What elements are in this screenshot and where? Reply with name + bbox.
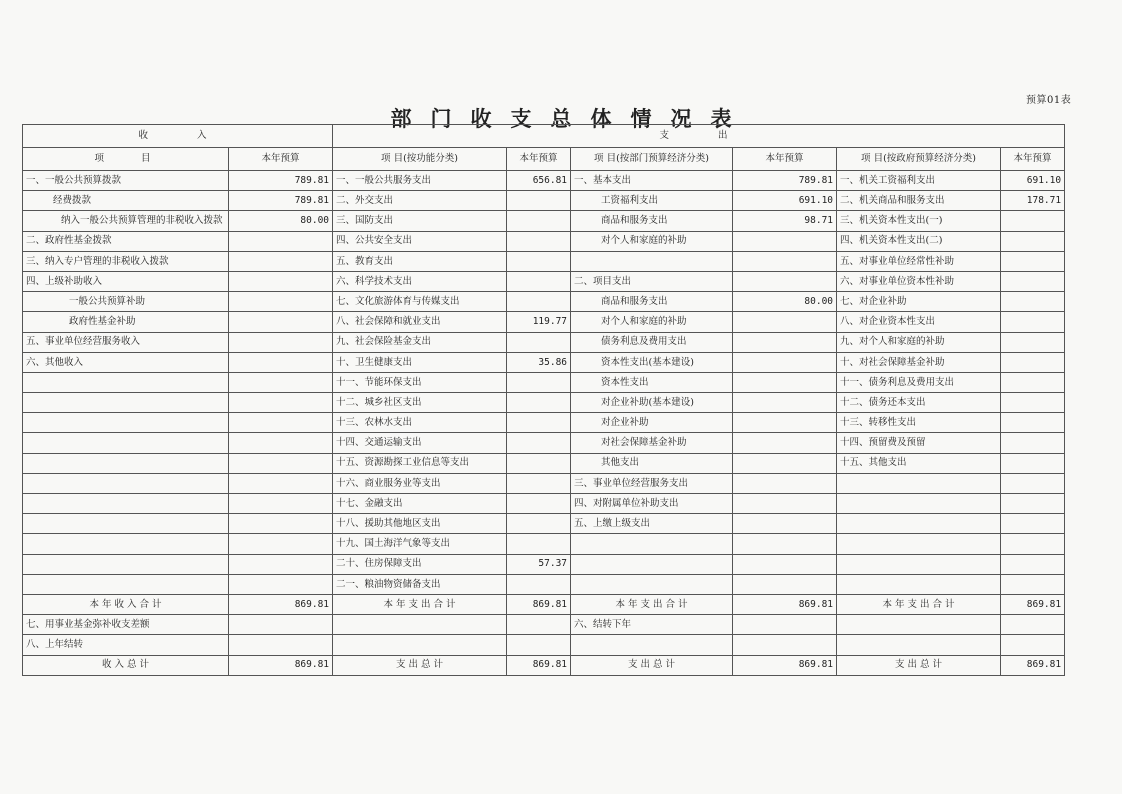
dept-item: 三、事业单位经营服务支出 <box>571 473 733 493</box>
func-item: 四、公共安全支出 <box>333 231 507 251</box>
income-budget <box>229 514 333 534</box>
income-item <box>23 574 229 594</box>
dept-item: 商品和服务支出 <box>571 292 733 312</box>
func-budget <box>507 473 571 493</box>
dept-item <box>571 534 733 554</box>
dept-budget <box>733 534 837 554</box>
dept-item: 对企业补助(基本建设) <box>571 393 733 413</box>
func-item: 二一、粮油物资储备支出 <box>333 574 507 594</box>
gov-budget <box>1001 251 1065 271</box>
func-item-header: 项 目(按功能分类) <box>333 148 507 171</box>
income-item <box>23 433 229 453</box>
func-budget <box>507 231 571 251</box>
gov-item: 十、对社会保障基金补助 <box>837 352 1001 372</box>
table-row <box>23 352 1065 372</box>
table-body <box>23 171 1065 595</box>
gov-budget <box>1001 292 1065 312</box>
func-budget <box>507 372 571 392</box>
gov-budget <box>1001 453 1065 473</box>
gov-budget <box>1001 574 1065 594</box>
income-budget-header: 本年预算 <box>229 148 333 171</box>
gov-item: 一、机关工资福利支出 <box>837 171 1001 191</box>
gov-item: 四、机关资本性支出(二) <box>837 231 1001 251</box>
table-row <box>23 615 1065 635</box>
table-row <box>23 453 1065 473</box>
income-budget <box>229 251 333 271</box>
income-budget <box>229 453 333 473</box>
gov-budget <box>1001 372 1065 392</box>
gov-item <box>837 554 1001 574</box>
func-budget <box>507 292 571 312</box>
gov-item <box>837 494 1001 514</box>
dept-item <box>571 554 733 574</box>
func-item: 十八、援助其他地区支出 <box>333 514 507 534</box>
income-item: 六、其他收入 <box>23 352 229 372</box>
gov-item: 二、机关商品和服务支出 <box>837 191 1001 211</box>
dept-item: 其他支出 <box>571 453 733 473</box>
table-row <box>23 413 1065 433</box>
dept-item: 对社会保障基金补助 <box>571 433 733 453</box>
income-item: 纳入一般公共预算管理的非税收入拨款 <box>23 211 229 231</box>
gov-item: 六、对事业单位资本性补助 <box>837 271 1001 291</box>
table-row <box>23 312 1065 332</box>
dept-item: 资本性支出(基本建设) <box>571 352 733 372</box>
income-budget <box>229 312 333 332</box>
table-row <box>23 433 1065 453</box>
income-budget <box>229 372 333 392</box>
func-item: 十、卫生健康支出 <box>333 352 507 372</box>
income-item: 七、用事业基金弥补收支差额 <box>23 615 229 635</box>
table-row <box>23 372 1065 392</box>
func-budget <box>507 211 571 231</box>
income-item <box>23 473 229 493</box>
table-row <box>23 191 1065 211</box>
func-budget <box>507 494 571 514</box>
dept-budget: 789.81 <box>733 171 837 191</box>
year-total-dept-value: 869.81 <box>733 594 837 614</box>
dept-item: 对个人和家庭的补助 <box>571 312 733 332</box>
income-item: 四、上级补助收入 <box>23 271 229 291</box>
year-total-row <box>23 594 1065 614</box>
func-budget <box>507 271 571 291</box>
func-budget <box>507 534 571 554</box>
table-row <box>23 271 1065 291</box>
func-budget <box>507 191 571 211</box>
dept-item: 二、项目支出 <box>571 271 733 291</box>
gov-budget <box>1001 514 1065 534</box>
income-budget <box>229 292 333 312</box>
dept-budget <box>733 372 837 392</box>
func-budget <box>507 514 571 534</box>
gov-item <box>837 534 1001 554</box>
func-item: 十五、资源勘探工业信息等支出 <box>333 453 507 473</box>
gov-budget <box>1001 271 1065 291</box>
gov-item-header: 项 目(按政府预算经济分类) <box>837 148 1001 171</box>
func-budget <box>507 433 571 453</box>
year-total-income-value: 869.81 <box>229 594 333 614</box>
gov-item: 三、机关资本性支出(一) <box>837 211 1001 231</box>
income-item <box>23 393 229 413</box>
income-item: 三、纳入专户管理的非税收入拨款 <box>23 251 229 271</box>
gov-budget: 178.71 <box>1001 191 1065 211</box>
grand-total-gov-value: 869.81 <box>1001 655 1065 675</box>
income-item <box>23 514 229 534</box>
grand-total-dept-value: 869.81 <box>733 655 837 675</box>
income-item: 政府性基金补助 <box>23 312 229 332</box>
dept-item: 对个人和家庭的补助 <box>571 231 733 251</box>
func-item: 十四、交通运输支出 <box>333 433 507 453</box>
income-budget: 789.81 <box>229 171 333 191</box>
column-header-row <box>23 148 1065 171</box>
gov-item: 十五、其他支出 <box>837 453 1001 473</box>
func-budget: 656.81 <box>507 171 571 191</box>
table-row <box>23 211 1065 231</box>
income-budget <box>229 413 333 433</box>
func-budget <box>507 574 571 594</box>
income-item <box>23 534 229 554</box>
dept-budget <box>733 554 837 574</box>
func-item: 十一、节能环保支出 <box>333 372 507 392</box>
table-row <box>23 231 1065 251</box>
table-row <box>23 514 1065 534</box>
dept-item <box>571 574 733 594</box>
table-row <box>23 635 1065 655</box>
func-item: 五、教育支出 <box>333 251 507 271</box>
table-row <box>23 473 1065 493</box>
func-item: 二、外交支出 <box>333 191 507 211</box>
table-row <box>23 251 1065 271</box>
gov-budget <box>1001 393 1065 413</box>
income-budget <box>229 473 333 493</box>
dept-budget-header: 本年预算 <box>733 148 837 171</box>
income-item <box>23 554 229 574</box>
func-item: 十七、金融支出 <box>333 494 507 514</box>
income-budget <box>229 332 333 352</box>
func-budget-header: 本年预算 <box>507 148 571 171</box>
income-budget <box>229 574 333 594</box>
year-total-income-label: 本 年 收 入 合 计 <box>23 594 229 614</box>
gov-budget <box>1001 554 1065 574</box>
income-budget <box>229 494 333 514</box>
func-item: 三、国防支出 <box>333 211 507 231</box>
func-budget: 57.37 <box>507 554 571 574</box>
year-total-func-value: 869.81 <box>507 594 571 614</box>
income-budget <box>229 393 333 413</box>
func-item: 一、一般公共服务支出 <box>333 171 507 191</box>
gov-budget <box>1001 352 1065 372</box>
gov-budget <box>1001 332 1065 352</box>
dept-budget <box>733 312 837 332</box>
income-item <box>23 372 229 392</box>
grand-total-row <box>23 655 1065 675</box>
income-item: 一般公共预算补助 <box>23 292 229 312</box>
income-item <box>23 494 229 514</box>
dept-item <box>571 635 733 655</box>
gov-budget <box>1001 534 1065 554</box>
grand-total-gov-label: 支 出 总 计 <box>837 655 1001 675</box>
section-header-row <box>23 125 1065 148</box>
income-budget <box>229 352 333 372</box>
table-row <box>23 292 1065 312</box>
table-row <box>23 332 1065 352</box>
dept-budget: 98.71 <box>733 211 837 231</box>
income-item <box>23 413 229 433</box>
grand-total-dept-label: 支 出 总 计 <box>571 655 733 675</box>
income-budget <box>229 534 333 554</box>
grand-total-income-label: 收 入 总 计 <box>23 655 229 675</box>
func-budget: 35.86 <box>507 352 571 372</box>
income-item <box>23 453 229 473</box>
table-row <box>23 554 1065 574</box>
dept-item: 五、上缴上级支出 <box>571 514 733 534</box>
dept-budget <box>733 231 837 251</box>
dept-item: 六、结转下年 <box>571 615 733 635</box>
year-total-gov-value: 869.81 <box>1001 594 1065 614</box>
dept-item <box>571 251 733 271</box>
income-item: 八、上年结转 <box>23 635 229 655</box>
dept-item: 债务利息及费用支出 <box>571 332 733 352</box>
gov-item: 十四、预留费及预留 <box>837 433 1001 453</box>
gov-item: 八、对企业资本性支出 <box>837 312 1001 332</box>
income-item: 二、政府性基金拨款 <box>23 231 229 251</box>
func-item: 十二、城乡社区支出 <box>333 393 507 413</box>
grand-total-income-value: 869.81 <box>229 655 333 675</box>
dept-budget <box>733 514 837 534</box>
gov-budget <box>1001 211 1065 231</box>
dept-budget <box>733 271 837 291</box>
dept-item: 工资福利支出 <box>571 191 733 211</box>
table-row <box>23 393 1065 413</box>
dept-budget <box>733 433 837 453</box>
gov-item <box>837 473 1001 493</box>
dept-budget <box>733 413 837 433</box>
gov-budget <box>1001 433 1065 453</box>
dept-budget <box>733 251 837 271</box>
income-item: 经费拨款 <box>23 191 229 211</box>
dept-item: 对企业补助 <box>571 413 733 433</box>
dept-item: 商品和服务支出 <box>571 211 733 231</box>
gov-item <box>837 574 1001 594</box>
income-budget <box>229 433 333 453</box>
income-item: 一、一般公共预算拨款 <box>23 171 229 191</box>
dept-budget <box>733 352 837 372</box>
dept-budget <box>733 473 837 493</box>
dept-budget <box>733 574 837 594</box>
gov-budget <box>1001 312 1065 332</box>
grand-total-func-value: 869.81 <box>507 655 571 675</box>
func-item: 十三、农林水支出 <box>333 413 507 433</box>
func-item: 九、社会保险基金支出 <box>333 332 507 352</box>
gov-item: 五、对事业单位经常性补助 <box>837 251 1001 271</box>
dept-budget <box>733 393 837 413</box>
year-total-func-label: 本 年 支 出 合 计 <box>333 594 507 614</box>
func-item: 八、社会保障和就业支出 <box>333 312 507 332</box>
dept-budget <box>733 332 837 352</box>
func-budget <box>507 251 571 271</box>
gov-budget-header: 本年预算 <box>1001 148 1065 171</box>
table-row <box>23 534 1065 554</box>
income-item: 五、事业单位经营服务收入 <box>23 332 229 352</box>
func-item: 六、科学技术支出 <box>333 271 507 291</box>
table-row <box>23 171 1065 191</box>
func-budget <box>507 453 571 473</box>
page-title: 部门收支总体情况表 <box>390 106 751 131</box>
gov-item: 十二、债务还本支出 <box>837 393 1001 413</box>
year-total-gov-label: 本 年 支 出 合 计 <box>837 594 1001 614</box>
income-budget <box>229 271 333 291</box>
gov-item <box>837 514 1001 534</box>
func-budget: 119.77 <box>507 312 571 332</box>
func-budget <box>507 413 571 433</box>
gov-budget <box>1001 231 1065 251</box>
func-budget <box>507 393 571 413</box>
dept-budget: 691.10 <box>733 191 837 211</box>
dept-item: 一、基本支出 <box>571 171 733 191</box>
gov-budget <box>1001 413 1065 433</box>
expense-section-header: 支 出 <box>333 125 1065 148</box>
form-code: 预算01表 <box>1026 95 1072 106</box>
gov-budget <box>1001 494 1065 514</box>
table-row <box>23 494 1065 514</box>
func-budget <box>507 332 571 352</box>
gov-budget <box>1001 473 1065 493</box>
budget-table <box>22 124 1065 676</box>
gov-item: 十一、债务利息及费用支出 <box>837 372 1001 392</box>
func-item: 二十、住房保障支出 <box>333 554 507 574</box>
dept-item-header: 项 目(按部门预算经济分类) <box>571 148 733 171</box>
income-section-header: 收 入 <box>23 125 333 148</box>
income-budget <box>229 231 333 251</box>
income-item-header: 项 目 <box>23 148 229 171</box>
dept-budget <box>733 453 837 473</box>
dept-budget <box>733 494 837 514</box>
table-row <box>23 574 1065 594</box>
dept-item: 四、对附属单位补助支出 <box>571 494 733 514</box>
func-item: 十六、商业服务业等支出 <box>333 473 507 493</box>
dept-item: 资本性支出 <box>571 372 733 392</box>
func-item: 七、文化旅游体育与传媒支出 <box>333 292 507 312</box>
gov-item: 十三、转移性支出 <box>837 413 1001 433</box>
gov-item: 九、对个人和家庭的补助 <box>837 332 1001 352</box>
func-item: 十九、国土海洋气象等支出 <box>333 534 507 554</box>
income-budget <box>229 554 333 574</box>
gov-budget: 691.10 <box>1001 171 1065 191</box>
gov-item: 七、对企业补助 <box>837 292 1001 312</box>
grand-total-func-label: 支 出 总 计 <box>333 655 507 675</box>
income-budget: 789.81 <box>229 191 333 211</box>
income-budget: 80.00 <box>229 211 333 231</box>
year-total-dept-label: 本 年 支 出 合 计 <box>571 594 733 614</box>
dept-budget: 80.00 <box>733 292 837 312</box>
